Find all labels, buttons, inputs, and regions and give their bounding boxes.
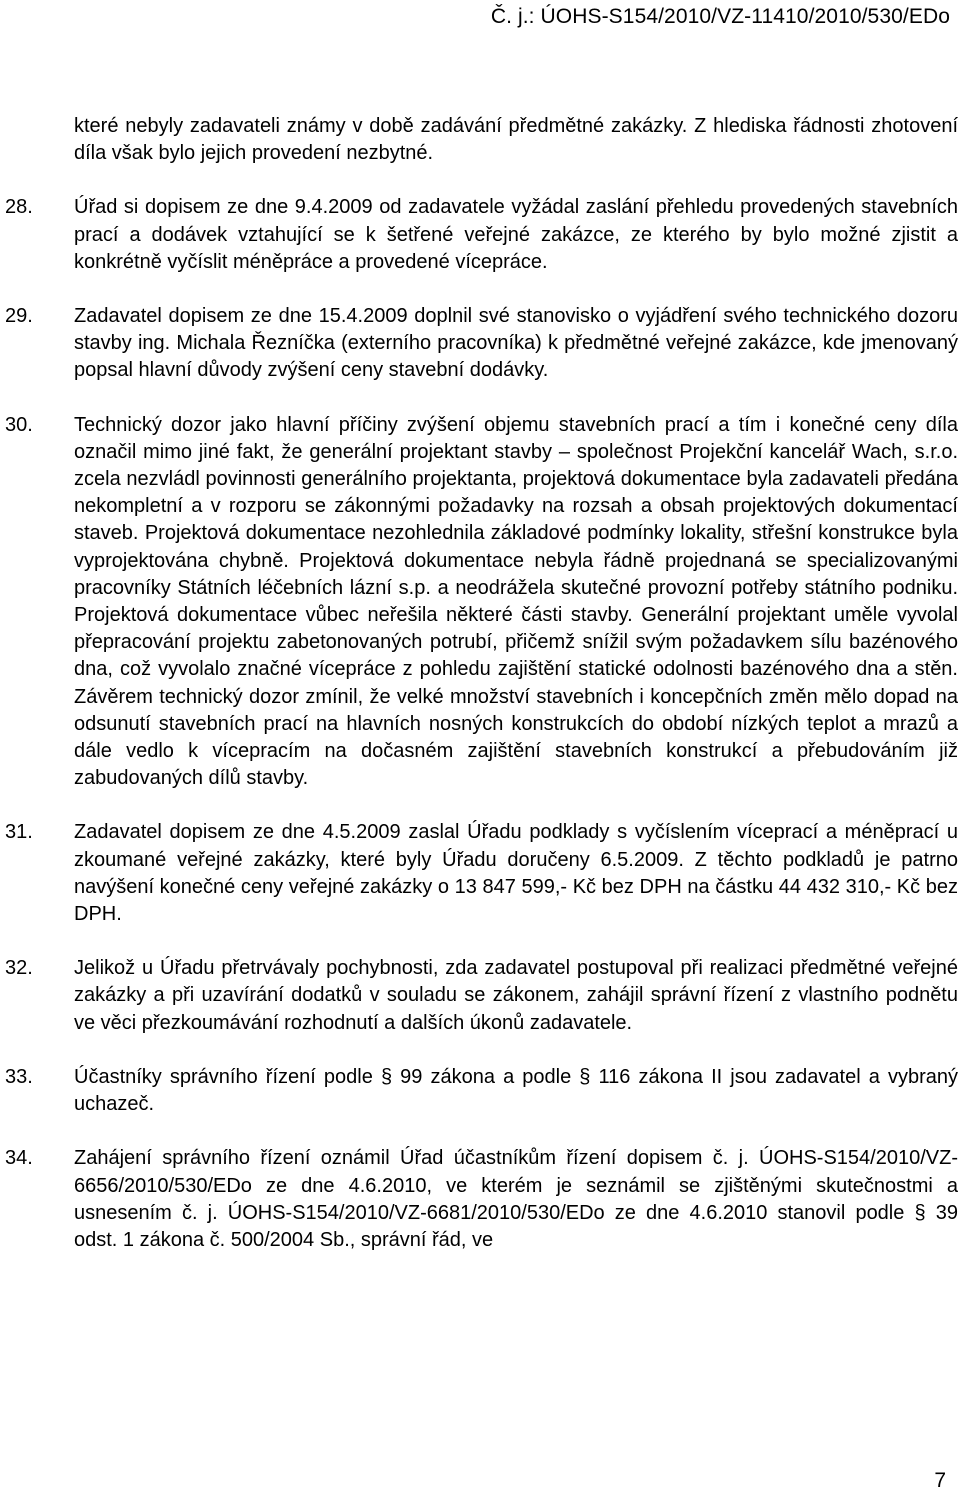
paragraph-31: [5, 819, 958, 928]
paragraph-32: [5, 955, 958, 1037]
paragraph-number: 34.: [5, 1147, 33, 1170]
document-body: [5, 113, 958, 1281]
paragraph-33: [5, 1064, 958, 1118]
paragraph-28: [5, 194, 958, 276]
paragraph-number: 32.: [5, 957, 33, 980]
paragraph-text: Účastníky správního řízení podle § 99 zákona a podle § 116 zákona II jsou zadavatel a vybraný uchazeč.: [74, 1065, 958, 1116]
paragraph-number: 31.: [5, 821, 33, 844]
paragraph-text: které nebyly zadavateli známy v době zadávání předmětné zakázky. Z hlediska řádnosti zhotovení díla však bylo jejich provedení nezbytné.: [74, 115, 958, 165]
paragraph-text: Jelikož u Úřadu přetrvávaly pochybnosti, zda zadavatel postupoval při realizaci předmětné veřejné zakázky a při uzavírání dodatků v souladu se zákonem, zahájil správní řízení z vlastního podnětu ve věci přezkoumávání rozhodnutí a dalších úkonů zadavatele.: [74, 957, 958, 1034]
paragraph-number: 30.: [5, 413, 33, 436]
paragraph-34: [5, 1145, 958, 1254]
paragraph-text: Úřad si dopisem ze dne 9.4.2009 od zadavatele vyžádal zaslání přehledu provedených stavebních prací a dodávek vztahující se k šetřené veřejné zakázce, ze kterého by bylo možné zjistit a konkrétně vyčíslit méněpráce a provedené vícepráce.: [74, 196, 958, 273]
paragraph-29: [5, 303, 958, 385]
paragraph-number: 33.: [5, 1065, 33, 1088]
paragraph-30: [5, 412, 958, 793]
paragraph-continuation: [74, 113, 958, 167]
paragraph-number: 28.: [5, 196, 33, 219]
paragraph-text: Zadavatel dopisem ze dne 15.4.2009 doplnil své stanovisko o vyjádření svého technického dozoru stavby ing. Michala Řezníčka (externího pracovníka) k předmětné veřejné zakázce, kde jmenovaný popsal hlavní důvody zvýšení ceny stavební dodávky.: [74, 305, 958, 382]
paragraph-number: 29.: [5, 305, 33, 328]
paragraph-text: Technický dozor jako hlavní příčiny zvýšení objemu stavebních prací a tím i konečné ceny díla označil mimo jiné fakt, že generální projektant stavby – společnost Projekční kancelář Wach, s.r.o. zcela nezvládl povinnosti generálního projektanta, projektová dokumentace byla zadavateli předána nekompletní a v rozporu se zákonnými požadavky na rozsah a obsah projektových dokumentací staveb. Projektová dokumentace nezohlednila základové podmínky lokality, střešní konstrukce byla vyprojektována chybně. Projektová dokumentace nebyla řádně projednaná se specializovanými pracovníky Státních léčebních lázní s.p. a neodrážela skutečné provozní potřeby státního podniku. Projektová dokumentace vůbec neřešila některé části stavby. Generální projektant uměle vyvolal přepracování projektu zabetonovaných potrubí, přičemž snížil svým požadavkem sílu bazénového dna, což vyvolalo značné vícepráce z pohledu zajištění statické odolnosti bazénového dna a stěn. Závěrem technický dozor zmínil, že velké množství stavebních i koncepčních změn mělo dopad na odsunutí stavebních prací na hlavních nosných konstrukcích do období nízkých teplot a mrazů a dále vedlo k vícepracím na dočasném zajištění stavebních konstrukcí a přebudováním již zabudovaných dílů stavby.: [74, 413, 958, 790]
paragraph-text: Zadavatel dopisem ze dne 4.5.2009 zaslal Úřadu podklady s vyčíslením víceprací a méněprací u zkoumané veřejné zakázky, které byly Úřadu doručeny 6.5.2009. Z těchto podkladů je patrno navýšení konečné ceny veřejné zakázky o 13 847 599,- Kč bez DPH na částku 44 432 310,- Kč bez DPH.: [74, 821, 958, 926]
paragraph-text: Zahájení správního řízení oznámil Úřad účastníkům řízení dopisem č. j. ÚOHS-S154/2010/VZ-6656/2010/530/EDo ze dne 4.6.2010, ve kterém je seznámil se zjištěnými skutečnostmi a usnesením č. j. ÚOHS-S154/2010/VZ-6681/2010/530/EDo ze dne 4.6.2010 stanovil podle § 39 odst. 1 zákona č. 500/2004 Sb., správní řád, ve: [74, 1147, 958, 1251]
page-number: 7: [934, 1469, 946, 1492]
document-reference-header: Č. j.: ÚOHS-S154/2010/VZ-11410/2010/530/EDo: [490, 5, 950, 28]
